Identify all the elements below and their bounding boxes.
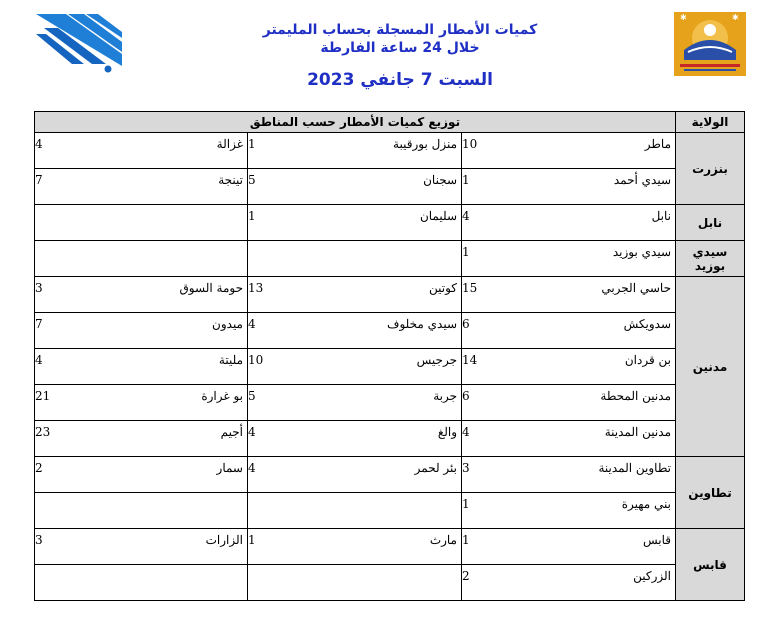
station-name: الزارات <box>205 533 243 547</box>
station-name: تينجة <box>218 173 243 187</box>
station-name: غزالة <box>216 137 243 151</box>
wilaya-cell: بنزرت <box>676 133 745 205</box>
station-name: الزركين <box>633 569 671 583</box>
station-cell <box>462 493 676 529</box>
rainfall-value: 1 <box>462 533 470 547</box>
rainfall-value: 10 <box>248 353 264 367</box>
rainfall-value: 1 <box>248 533 256 547</box>
station-cell <box>248 205 462 241</box>
station-cell <box>35 313 248 349</box>
station-name: بن قردان <box>624 353 671 367</box>
station-name: مارث <box>429 533 457 547</box>
station-cell <box>462 457 676 493</box>
table-row <box>35 133 745 169</box>
station-cell <box>35 241 248 277</box>
rainfall-value: 5 <box>248 389 256 403</box>
table-row <box>35 565 745 601</box>
rainfall-table <box>34 111 745 601</box>
station-cell <box>35 529 248 565</box>
rainfall-value: 4 <box>462 425 470 439</box>
rainfall-value: 7 <box>35 173 43 187</box>
station-cell <box>462 349 676 385</box>
rainfall-value: 4 <box>462 209 470 223</box>
rainfall-value: 2 <box>462 569 470 583</box>
rainfall-value: 1 <box>462 173 470 187</box>
station-cell <box>35 205 248 241</box>
station-cell <box>462 529 676 565</box>
station-cell <box>462 421 676 457</box>
rainfall-value: 21 <box>35 389 51 403</box>
table-row <box>35 457 745 493</box>
station-name: بئر لحمر <box>414 461 457 475</box>
station-name: جرجيس <box>416 353 457 367</box>
table-row <box>35 205 745 241</box>
rainfall-value: 6 <box>462 317 470 331</box>
station-cell <box>248 421 462 457</box>
table-row <box>35 241 745 277</box>
rainfall-value: 4 <box>248 461 256 475</box>
rainfall-value: 1 <box>462 245 470 259</box>
rainfall-value: 23 <box>35 425 51 439</box>
station-name: حاسي الجربي <box>601 281 671 295</box>
station-cell <box>248 565 462 601</box>
station-cell <box>248 349 462 385</box>
header-wilaya: الولاية <box>676 112 745 133</box>
station-cell <box>35 133 248 169</box>
station-cell <box>248 169 462 205</box>
station-name: كوتين <box>428 281 457 295</box>
station-cell <box>462 133 676 169</box>
table-row <box>35 277 745 313</box>
table-row <box>35 169 745 205</box>
table-header-row <box>35 112 745 133</box>
rainfall-value: 3 <box>35 533 43 547</box>
station-name: ميدون <box>212 317 243 331</box>
rainfall-value: 14 <box>462 353 478 367</box>
station-name: ماطر <box>644 137 671 151</box>
station-cell <box>35 493 248 529</box>
station-cell <box>35 169 248 205</box>
table-row <box>35 385 745 421</box>
report-subtitle: خلال 24 ساعة الفارطة <box>320 40 480 56</box>
rainfall-value: 15 <box>462 281 478 295</box>
station-cell <box>35 457 248 493</box>
station-name: أجيم <box>220 425 243 439</box>
station-name: حومة السوق <box>179 281 243 295</box>
rainfall-value: 4 <box>248 425 256 439</box>
station-name: سيدي بوزيد <box>612 245 671 259</box>
station-cell <box>248 313 462 349</box>
station-cell <box>35 421 248 457</box>
rainfall-value: 4 <box>35 353 43 367</box>
station-cell <box>35 385 248 421</box>
station-name: سيدي أحمد <box>613 173 671 187</box>
station-name: مليتة <box>218 353 243 367</box>
station-name: سليمان <box>419 209 457 223</box>
rainfall-value: 1 <box>248 209 256 223</box>
station-cell <box>35 349 248 385</box>
station-cell <box>248 133 462 169</box>
station-cell <box>248 457 462 493</box>
table-row <box>35 493 745 529</box>
station-cell <box>462 565 676 601</box>
station-name: بني مهيرة <box>621 497 671 511</box>
station-name: سجنان <box>423 173 457 187</box>
station-name: مدنين المحطة <box>600 389 671 403</box>
table-row <box>35 529 745 565</box>
wilaya-cell: نابل <box>676 205 745 241</box>
report-date: السبت 7 جانفي 2023 <box>307 70 493 90</box>
station-cell <box>462 241 676 277</box>
station-cell <box>248 385 462 421</box>
rainfall-value: 1 <box>462 497 470 511</box>
station-name: سيدي مخلوف <box>387 317 457 331</box>
svg-text:✱: ✱ <box>680 13 687 22</box>
rainfall-value: 4 <box>248 317 256 331</box>
station-name: والغ <box>437 425 457 439</box>
wilaya-cell: مدنين <box>676 277 745 457</box>
wilaya-cell: قابس <box>676 529 745 601</box>
rainfall-value: 4 <box>35 137 43 151</box>
rainfall-value: 13 <box>248 281 264 295</box>
station-name: مدنين المدينة <box>604 425 671 439</box>
station-cell <box>462 169 676 205</box>
station-cell <box>462 313 676 349</box>
station-name: نابل <box>651 209 671 223</box>
station-cell <box>248 493 462 529</box>
rainfall-value: 1 <box>248 137 256 151</box>
rainfall-value: 10 <box>462 137 478 151</box>
institute-logo-icon <box>674 12 746 76</box>
header-distribution: توزيع كميات الأمطار حسب المناطق <box>35 112 676 133</box>
station-name: جربة <box>433 389 457 403</box>
station-name: سدويكش <box>623 317 671 331</box>
report-title: كميات الأمطار المسجلة بحساب المليمتر <box>262 22 538 38</box>
stripes-logo-icon <box>36 14 122 74</box>
rainfall-value: 6 <box>462 389 470 403</box>
station-cell <box>35 565 248 601</box>
station-cell <box>462 205 676 241</box>
table-row <box>35 349 745 385</box>
wilaya-cell: تطاوين <box>676 457 745 529</box>
station-cell <box>248 277 462 313</box>
station-cell <box>462 277 676 313</box>
rainfall-value: 3 <box>35 281 43 295</box>
station-name: بو غرارة <box>201 389 243 403</box>
station-name: قابس <box>642 533 671 547</box>
station-cell <box>35 277 248 313</box>
station-cell <box>248 529 462 565</box>
station-cell <box>462 385 676 421</box>
svg-text:✱: ✱ <box>732 13 739 22</box>
rainfall-value: 2 <box>35 461 43 475</box>
station-name: سمار <box>216 461 243 475</box>
rainfall-value: 3 <box>462 461 470 475</box>
station-cell <box>248 241 462 277</box>
station-name: منزل بورقيبة <box>393 137 457 151</box>
rainfall-value: 5 <box>248 173 256 187</box>
table-row <box>35 421 745 457</box>
table-row <box>35 313 745 349</box>
station-name: تطاوين المدينة <box>598 461 671 475</box>
wilaya-cell: سيدي بوزيد <box>676 241 745 277</box>
rainfall-value: 7 <box>35 317 43 331</box>
